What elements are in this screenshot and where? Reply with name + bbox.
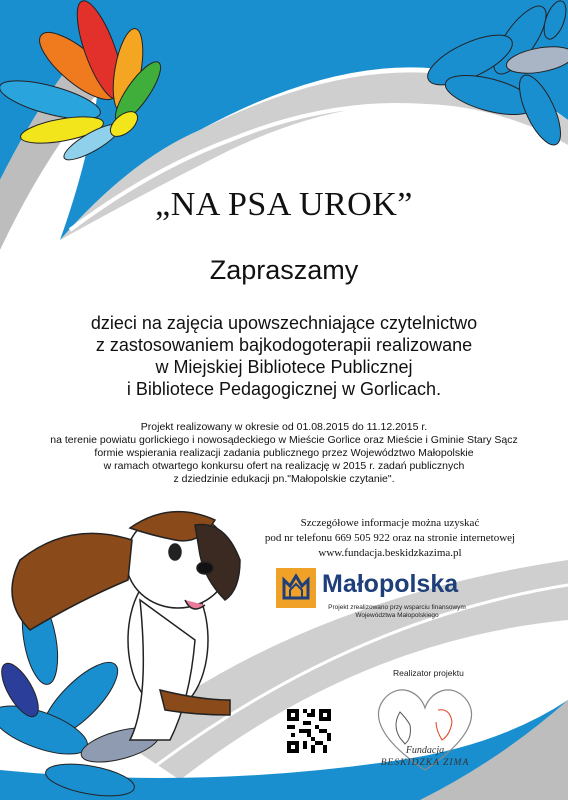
malopolska-sub-line: Województwa Małopolskiego: [355, 612, 439, 619]
malopolska-subtitle: [322, 604, 472, 620]
qr-code-icon[interactable]: [287, 709, 331, 753]
project-info: [0, 421, 568, 486]
project-line: w ramach otwartego konkursu ofert na realizację w 2015 r. zadań publicznych: [103, 460, 465, 472]
contact-line: Szczegółowe informacje można uzyskać: [300, 517, 480, 529]
realizator-label: Realizator projektu: [393, 668, 464, 678]
project-line: na terenie powiatu gorlickiego i nowosądeckiego w Mieście Gorlice oraz Mieście i Gminie Stary Sącz: [50, 434, 518, 446]
fundacja-name: BESKIDZKA ZIMA: [380, 758, 470, 768]
website-link[interactable]: www.fundacja.beskidzkazima.pl: [318, 547, 462, 559]
fundacja-small-text: Fundacja: [405, 745, 445, 756]
invite-heading: Zapraszamy: [209, 255, 359, 285]
main-line: dzieci na zajęcia upowszechniające czytelnictwo: [90, 313, 478, 333]
contact-line: pod nr telefonu 669 505 922 oraz na stronie internetowej: [264, 532, 516, 544]
main-line: i Bibliotece Pedagogicznej w Gorlicach.: [126, 379, 442, 399]
main-description: [0, 312, 568, 400]
poster-title: „NA PSA UROK”: [155, 186, 413, 223]
project-line: z dziedzinie edukacji pn."Małopolskie czytanie".: [173, 473, 395, 485]
malopolska-name: Małopolska: [322, 570, 459, 598]
main-line: w Miejskiej Bibliotece Publicznej: [155, 357, 413, 377]
contact-info: [250, 516, 530, 561]
project-line: Projekt realizowany w okresie od 01.08.2015 do 11.12.2015 r.: [140, 421, 428, 433]
malopolska-sub-line: Projekt zrealizowano przy wsparciu finansowym: [328, 604, 466, 611]
project-line: formie wspierania realizacji zadania publicznego przez Województwo Małopolskie: [94, 447, 474, 459]
fundacja-logo: [370, 680, 480, 780]
malopolska-crown-icon: [276, 568, 316, 608]
malopolska-logo-block: [276, 568, 476, 628]
main-line: z zastosowaniem bajkodogoterapii realizowane: [95, 335, 473, 355]
